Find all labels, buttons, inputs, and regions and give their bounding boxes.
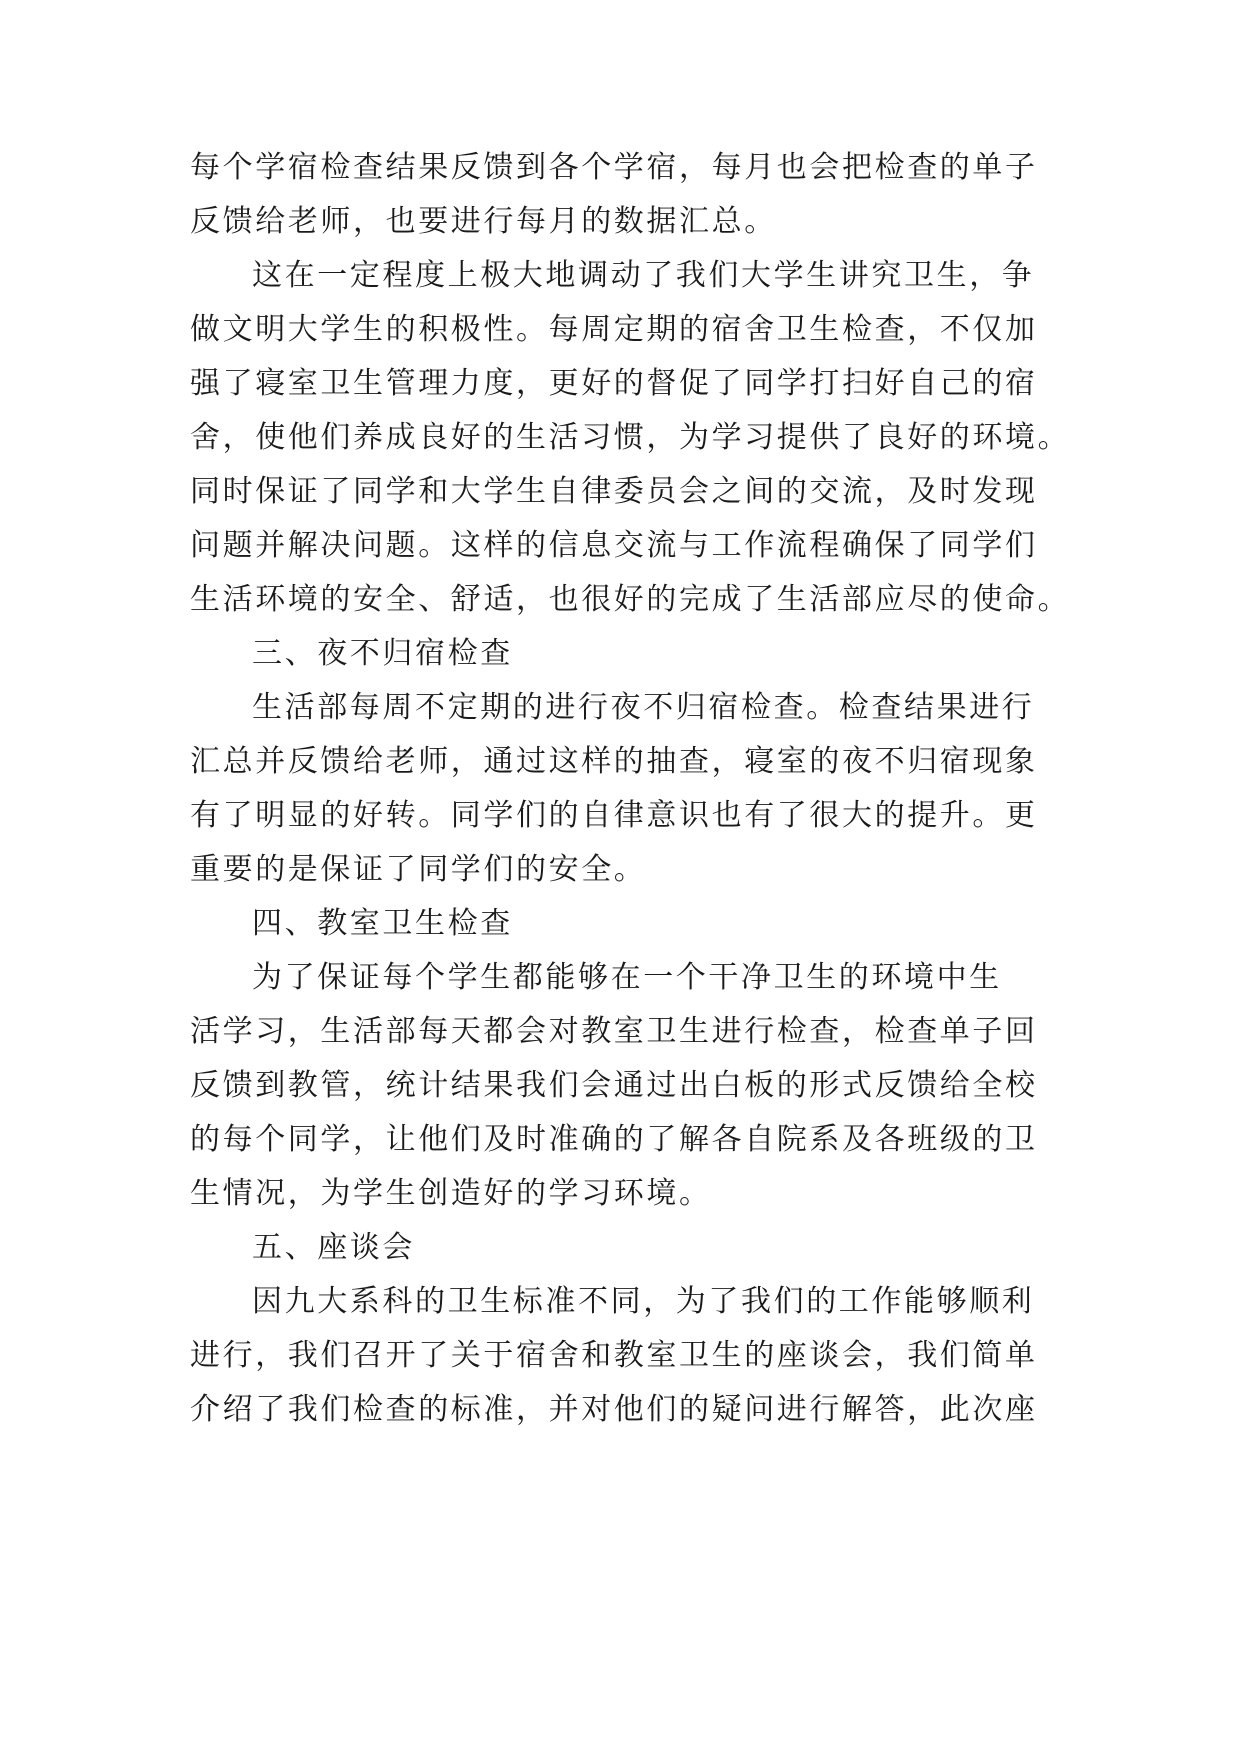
- text-line: 有了明显的好转。同学们的自律意识也有了很大的提升。更: [190, 798, 1038, 833]
- section-heading: 四、教室卫生检查: [252, 906, 513, 941]
- text-line: 活学习，生活部每天都会对教室卫生进行检查，检查单子回: [190, 1014, 1038, 1049]
- text-line: 舍，使他们养成良好的生活习惯，为学习提供了良好的环境。: [190, 420, 1071, 455]
- text-line: 汇总并反馈给老师，通过这样的抽查，寝室的夜不归宿现象: [190, 744, 1038, 779]
- text-line: 强了寝室卫生管理力度，更好的督促了同学打扫好自己的宿: [190, 366, 1038, 401]
- text-line: 进行，我们召开了关于宿舍和教室卫生的座谈会，我们简单: [190, 1338, 1038, 1373]
- text-line: 反馈到教管，统计结果我们会通过出白板的形式反馈给全校: [190, 1068, 1038, 1103]
- text-line: 的每个同学，让他们及时准确的了解各自院系及各班级的卫: [190, 1122, 1038, 1157]
- paragraph-first-line: 这在一定程度上极大地调动了我们大学生讲究卫生，争: [252, 258, 1035, 293]
- text-line: 做文明大学生的积极性。每周定期的宿舍卫生检查，不仅加: [190, 312, 1038, 347]
- text-line: 每个学宿检查结果反馈到各个学宿，每月也会把检查的单子: [190, 150, 1038, 185]
- text-line: 生活环境的安全、舒适，也很好的完成了生活部应尽的使命。: [190, 582, 1071, 617]
- text-line: 生情况，为学生创造好的学习环境。: [190, 1176, 712, 1211]
- text-line: 重要的是保证了同学们的安全。: [190, 852, 647, 887]
- section-heading: 三、夜不归宿检查: [252, 636, 513, 671]
- text-line: 同时保证了同学和大学生自律委员会之间的交流，及时发现: [190, 474, 1038, 509]
- text-line: 问题并解决问题。这样的信息交流与工作流程确保了同学们: [190, 528, 1038, 563]
- paragraph-first-line: 生活部每周不定期的进行夜不归宿检查。检查结果进行: [252, 690, 1035, 725]
- section-heading: 五、座谈会: [252, 1230, 415, 1265]
- paragraph-first-line: 为了保证每个学生都能够在一个干净卫生的环境中生: [252, 960, 1002, 995]
- text-line: 反馈给老师，也要进行每月的数据汇总。: [190, 204, 777, 239]
- text-line: 介绍了我们检查的标准，并对他们的疑问进行解答，此次座: [190, 1392, 1038, 1427]
- paragraph-first-line: 因九大系科的卫生标准不同，为了我们的工作能够顺利: [252, 1284, 1035, 1319]
